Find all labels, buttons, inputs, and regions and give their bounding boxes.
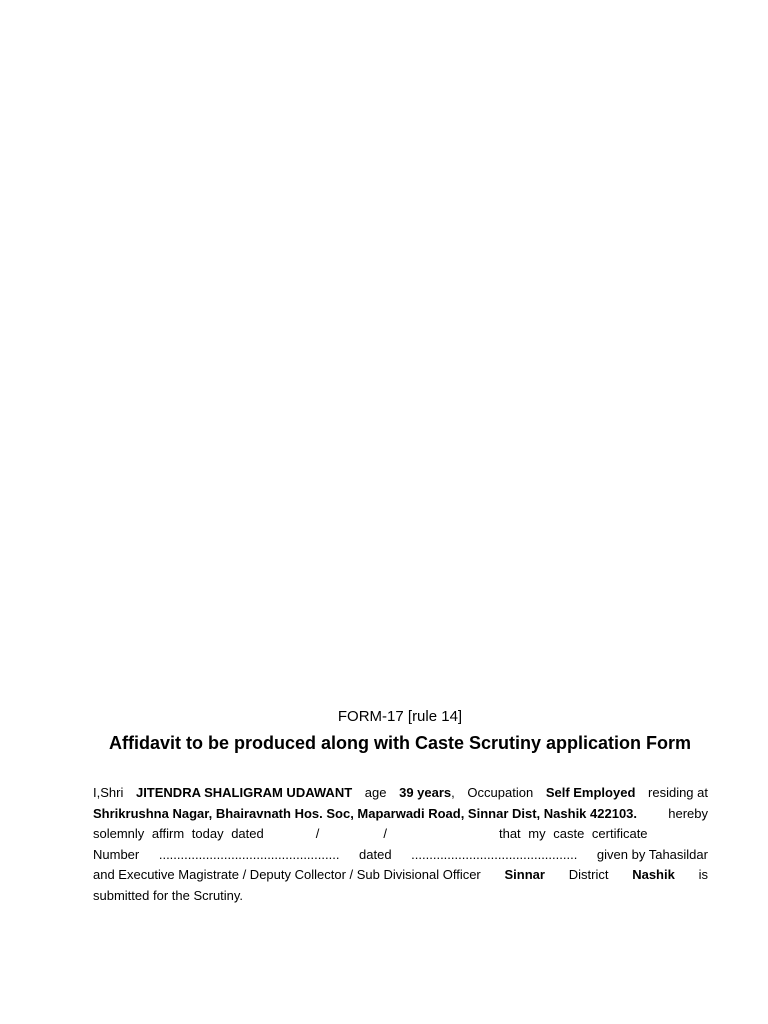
address: Shrikrushna Nagar, Bhairavnath Hos. Soc, Maparwadi Road, Sinnar Dist, Nashik 422103. (93, 805, 638, 821)
district-name: Nashik (632, 867, 675, 883)
residing-label: residing at (648, 785, 708, 800)
affirm-text: solemnly affirm today dated (93, 826, 264, 842)
occupation-label: Occupation (467, 785, 534, 800)
dated-dots: .............................................. (411, 846, 578, 862)
place-name: Sinnar (504, 867, 545, 883)
closing-text: submitted for the Scrutiny. (93, 887, 244, 903)
district-label: District (568, 867, 609, 883)
given-by-text: given by Tahasildar (596, 846, 708, 862)
age-label: age (364, 785, 387, 800)
body-line-5 (93, 865, 708, 886)
number-dots: .................................................. (158, 846, 340, 862)
body-line-4 (93, 845, 708, 866)
age-value: 39 years (399, 785, 452, 800)
body-line-3 (93, 824, 708, 845)
hereby-text: hereby (668, 805, 708, 821)
date-separator-1: / (315, 826, 320, 842)
body-line-1 (93, 783, 708, 804)
occupation-value: Self Employed (545, 785, 636, 800)
deponent-name: JITENDRA SHALIGRAM UDAWANT (135, 785, 353, 800)
affidavit-body (93, 783, 708, 907)
age-value-group: 39 years, (399, 785, 455, 800)
is-text: is (698, 867, 708, 883)
certificate-text: that my caste certificate (498, 826, 648, 842)
officers-text: and Executive Magistrate / Deputy Collector / Sub Divisional Officer (93, 867, 481, 883)
number-label: Number (93, 846, 140, 862)
form-number: FORM-17 [rule 14] (337, 708, 463, 725)
date-separator-2: / (383, 826, 387, 842)
dated-label: dated (359, 846, 392, 862)
affidavit-title: Affidavit to be produced along with Caste Scrutiny application Form (108, 733, 692, 753)
prefix-text: I,Shri (93, 785, 124, 800)
body-line-2 (93, 804, 708, 825)
